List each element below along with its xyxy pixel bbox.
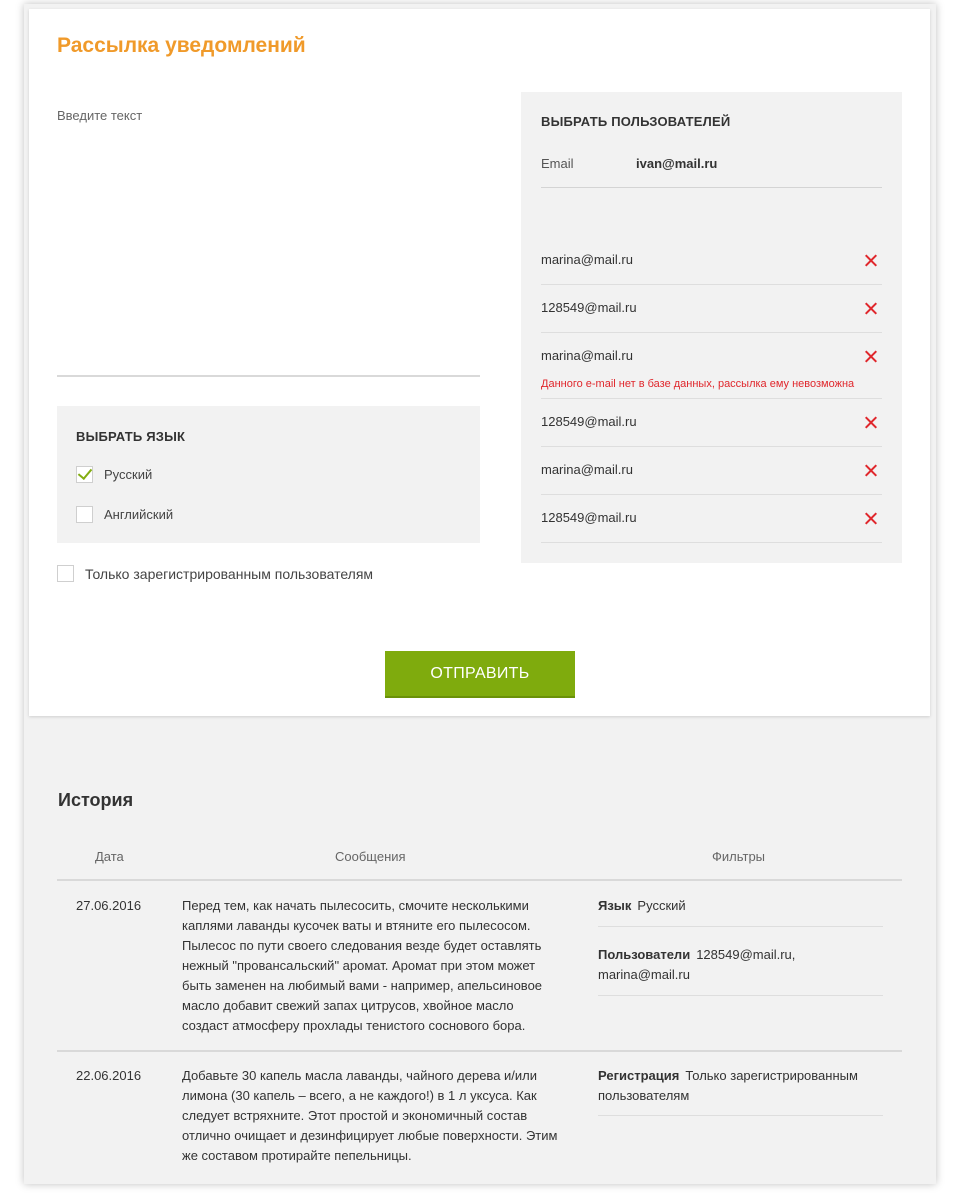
users-heading: ВЫБРАТЬ ПОЛЬЗОВАТЕЛЕЙ <box>541 114 731 129</box>
user-email: marina@mail.ru <box>541 462 633 477</box>
user-error-message: Данного e-mail нет в базе данных, рассылка ему невозможна <box>541 378 855 390</box>
message-textarea[interactable] <box>57 100 480 377</box>
user-list-item <box>541 447 882 495</box>
language-panel <box>57 406 480 543</box>
history-filter-item <box>598 1066 883 1116</box>
column-header-messages: Сообщения <box>335 849 406 864</box>
user-list-item <box>541 237 882 285</box>
filter-value: Только зарегистрированным пользователям <box>598 1068 858 1103</box>
user-list-item <box>541 399 882 447</box>
history-date: 27.06.2016 <box>76 898 142 913</box>
email-input-value[interactable]: ivan@mail.ru <box>636 156 718 171</box>
registered-only-option[interactable] <box>57 565 373 582</box>
language-heading: ВЫБРАТЬ ЯЗЫК <box>76 429 186 444</box>
column-header-filters: Фильтры <box>712 849 766 864</box>
filter-key: Регистрация <box>598 1068 680 1083</box>
filter-value: 128549@mail.ru, marina@mail.ru <box>598 947 796 982</box>
history-filter-item <box>598 945 883 996</box>
history-row <box>57 898 902 1052</box>
language-option-label: Русский <box>104 467 153 482</box>
registered-only-label: Только зарегистрированным пользователям <box>85 565 374 582</box>
history-message: Добавьте 30 капель масла лаванды, чайного дерева и/или лимона (30 капель – всего, а не каждого!) в 1 л уксуса. Как следует встряхните. Этот простой и экономичный состав отлично очищает и дезинфицирует любые поверхности. Этим же составом протирайте пепельницы. <box>182 1068 558 1163</box>
user-list-item <box>541 495 882 543</box>
check-icon <box>78 465 92 480</box>
email-label: Email <box>541 156 574 171</box>
remove-icon[interactable] <box>864 254 877 267</box>
filter-key: Пользователи <box>598 947 691 962</box>
column-header-date: Дата <box>95 849 124 864</box>
filter-value: Русский <box>637 898 686 913</box>
message-placeholder: Введите текст <box>57 108 143 123</box>
remove-icon[interactable] <box>864 350 877 363</box>
language-option-label: Английский <box>104 507 174 522</box>
checkbox-unchecked[interactable] <box>76 506 93 523</box>
remove-icon[interactable] <box>864 416 877 429</box>
users-panel <box>521 92 902 563</box>
checkbox-checked[interactable] <box>76 466 93 483</box>
filter-key: Язык <box>598 898 632 913</box>
page-title: Рассылка уведомлений <box>57 34 306 57</box>
user-email: marina@mail.ru <box>541 348 633 363</box>
email-field[interactable] <box>541 155 882 188</box>
user-email: 128549@mail.ru <box>541 510 637 525</box>
history-table-header <box>57 840 902 881</box>
registered-only-checkbox[interactable] <box>57 565 74 582</box>
user-email: 128549@mail.ru <box>541 300 637 315</box>
send-button[interactable]: ОТПРАВИТЬ <box>385 651 575 698</box>
history-row <box>57 1068 902 1178</box>
user-email: 128549@mail.ru <box>541 414 637 429</box>
history-date: 22.06.2016 <box>76 1068 142 1083</box>
remove-icon[interactable] <box>864 464 877 477</box>
language-option-russian[interactable] <box>76 466 152 483</box>
remove-icon[interactable] <box>864 512 877 525</box>
history-message: Перед тем, как начать пылесосить, смочите несколькими каплями лаванды кусочек ваты и втяните его пылесосом. Пылесос по пути своего следования везде будет оставлять нежный "провансальский" аромат. Аромат при этом может быть заменен на любимый вами - например, апельсиновое масло добавит свежий запах цитрусов, хвойное масло создаст атмосферу прохлады тенистого соснового бора. <box>182 898 543 1033</box>
history-filter-item <box>598 896 883 927</box>
remove-icon[interactable] <box>864 302 877 315</box>
user-list-item-error <box>541 333 882 399</box>
history-title: История <box>58 790 134 810</box>
user-list-item <box>541 285 882 333</box>
user-email: marina@mail.ru <box>541 252 633 267</box>
language-option-english[interactable] <box>76 506 173 523</box>
